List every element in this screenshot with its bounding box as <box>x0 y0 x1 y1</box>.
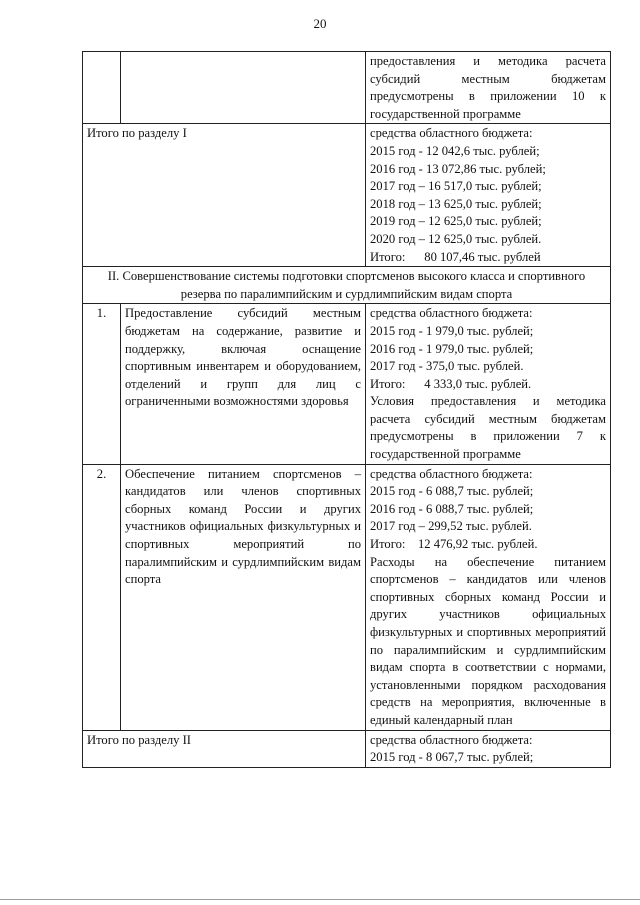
page-bottom-rule <box>0 899 640 900</box>
table-cell-empty <box>83 52 121 124</box>
funding-note: Расходы на обеспечение питанием спортсменов – кандидатов или членов спортивных сборных команд России и других участников официальных физкультурных и спортивных мероприятий по паралимпийским и сурдлимпийским видам спорта в соответствии с нормами, установленными порядком расходования средств на мероприятия, включенные в единый календарный план <box>370 554 606 727</box>
funding-line: средства областного бюджета: <box>370 466 533 481</box>
table-row <box>83 124 611 267</box>
funding-line: 2017 год – 299,52 тыс. рублей. <box>370 519 532 534</box>
section-total-label: Итого по разделу II <box>83 730 366 767</box>
funding-note: Условия предоставления и методика расчета субсидий местным бюджетам предусмотрены в приложении 7 к государственной программе <box>370 394 606 462</box>
funding-line: средства областного бюджета: <box>370 126 533 141</box>
funding-line: 2018 год – 13 625,0 тыс. рублей; <box>370 196 542 211</box>
funding-line: средства областного бюджета: <box>370 732 533 747</box>
funding-line: 2016 год - 6 088,7 тыс. рублей; <box>370 501 534 516</box>
funding-cell <box>366 124 611 267</box>
funding-total-line: Итого: 80 107,46 тыс. рублей <box>370 249 541 264</box>
section-total-label: Итого по разделу I <box>83 124 366 267</box>
table-row <box>83 304 611 464</box>
funding-line: 2015 год - 8 067,7 тыс. рублей; <box>370 750 534 765</box>
funding-line: 2016 год - 13 072,86 тыс. рублей; <box>370 161 546 176</box>
funding-cell <box>366 304 611 464</box>
funding-cell <box>366 730 611 767</box>
table-row <box>83 267 611 304</box>
funding-line: 2020 год – 12 625,0 тыс. рублей. <box>370 231 542 246</box>
item-description: Предоставление субсидий местным бюджетам на содержание, развитие и поддержку, включая оснащение спортивным инвентарем и оборудованием, отделений и групп для лиц с ограниченными возможностями здоровья <box>121 304 366 464</box>
section-heading: II. Совершенствование системы подготовки спортсменов высокого класса и спортивного резерва по паралимпийским и сурдлимпийским видам спорта <box>83 267 611 304</box>
funding-line: 2017 год - 375,0 тыс. рублей. <box>370 359 524 374</box>
funding-line: 2017 год – 16 517,0 тыс. рублей; <box>370 179 542 194</box>
item-description: Обеспечение питанием спортсменов – кандидатов или членов спортивных сборных команд России и других участников официальных физкультурных и спортивных мероприятий по паралимпийским и сурдлимпийским видам спорта <box>121 464 366 730</box>
table-row <box>83 730 611 767</box>
program-table <box>82 51 611 768</box>
table-row <box>83 464 611 730</box>
funding-line: средства областного бюджета: <box>370 306 533 321</box>
funding-line: 2016 год - 1 979,0 тыс. рублей; <box>370 341 534 356</box>
table-row <box>83 52 611 124</box>
funding-line: 2019 год – 12 625,0 тыс. рублей; <box>370 214 542 229</box>
item-number: 1. <box>83 304 121 464</box>
funding-line: 2015 год - 12 042,6 тыс. рублей; <box>370 143 540 158</box>
page-number: 20 <box>313 16 327 31</box>
table-cell-empty <box>121 52 366 124</box>
funding-note: предоставления и методика расчета субсидий местным бюджетам предусмотрены в приложении 10 к государственной программе <box>366 52 611 124</box>
funding-cell <box>366 464 611 730</box>
funding-total-line: Итого: 4 333,0 тыс. рублей. <box>370 376 532 391</box>
funding-line: 2015 год - 6 088,7 тыс. рублей; <box>370 484 534 499</box>
funding-total-line: Итого: 12 476,92 тыс. рублей. <box>370 537 538 552</box>
funding-line: 2015 год - 1 979,0 тыс. рублей; <box>370 323 534 338</box>
item-number: 2. <box>83 464 121 730</box>
